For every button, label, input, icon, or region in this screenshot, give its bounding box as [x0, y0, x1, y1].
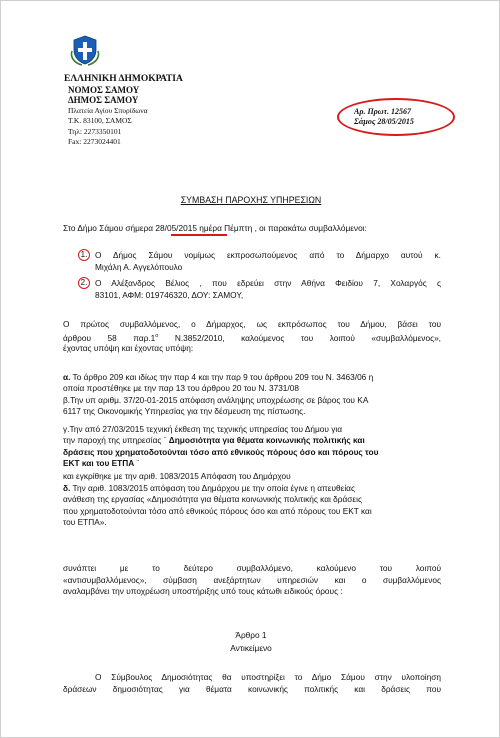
- header-postcode: Τ.Κ. 83100, ΣΑΜΟΣ: [68, 116, 132, 125]
- first-party-line-2: άρθρου 58 $\pi\alpha\rho.1^o$ Ν.3852/2010, καλούμενος του λοιπού «συμβαλλόμενος»,: [63, 332, 441, 343]
- issuer-header: [64, 74, 183, 148]
- contract-terms-line-2: «αντισυμβαλλόμενος», σύμβαση ανεξάρτητων υπηρεσιών και ο συμβαλλόμενος: [63, 575, 441, 585]
- consideration-c-line-2: την παροχή της υπηρεσίας ¨ Δημοσιότητα για θέματα κοινωνικής πολιτικής και: [63, 435, 365, 445]
- party-2-line-2: 83101, ΑΦΜ: 019746320, ΔΟΥ: ΣΑΜΟΥ,: [95, 290, 244, 300]
- document-title: ΣΥΜΒΑΣΗ ΠΑΡΟΧΗΣ ΥΠΗΡΕΣΙΩΝ: [180, 195, 322, 205]
- contract-date: 28/05/2015: [155, 223, 197, 233]
- consideration-c-line-5: και εγκρίθηκε με την αριθ. 1083/2015 Απόφαση του Δημάρχου: [63, 471, 291, 481]
- party-1-line-2: Μιχάλη Α. Αγγελόπουλο: [95, 262, 183, 272]
- header-address: Πλατεία Αγίου Σπυρίδωνα: [68, 105, 148, 115]
- consideration-a-line-1: α. Το άρθρο 209 και ιδίως την παρ 4 και την παρ 9 του άρθρου 209 του Ν. 3463/06 η: [63, 372, 374, 382]
- consideration-a-line-2: οποία προστέθηκε με την παρ 13 του άρθρου 20 του Ν. 3731/08: [63, 383, 299, 393]
- consideration-c-line-4: ΕΚΤ και του ΕΤΠΑ ¨: [63, 458, 140, 468]
- contract-terms-line-3: αναλαμβάνει την υποχρέωση υποστήριξης υπό τους κάτωθι ειδικούς όρους :: [63, 586, 343, 596]
- consideration-d-line-4: του ΕΤΠΑ».: [63, 517, 107, 527]
- header-prefecture: ΝΟΜΟΣ ΣΑΜΟΥ: [68, 84, 140, 95]
- first-party-line-3: έχοντας υπόψη και έχοντας υπόψη:: [63, 343, 194, 353]
- party-1-line-1: Ο Δήμος Σάμου νομίμως εκπροσωπούμενος από το Δήμαρχο αυτού κ.: [95, 250, 441, 260]
- article-body-line-1: Ο Σύμβουλος Δημοσιότητας θα υποστηρίξει το Δήμο Σάμου στην υλοποίηση: [95, 672, 441, 682]
- party-number-2: 2.: [78, 277, 90, 289]
- protocol-box: [354, 107, 414, 127]
- article-body-line-2: δράσεων δημοσιότητας για θέματα κοινωνικής πολιτικής και δράσεις που: [63, 684, 441, 694]
- header-fax: Fax: 2273024401: [68, 137, 121, 146]
- greek-state-emblem-icon: [68, 33, 102, 67]
- header-state: ΕΛΛΗΝΙΚΗ ΔΗΜΟΚΡΑΤΙΑ: [64, 74, 183, 84]
- first-party-line-1: Ο πρώτος συμβαλλόμενος, ο Δήμαρχος, ως εκπρόσωπος του Δήμου, βάσει του: [63, 319, 441, 329]
- article-subheading: Αντικείμενο: [230, 643, 272, 653]
- consideration-b-line-1: β.Την υπ αριθμ. 37/20-01-2015 απόφαση ανάληψης υποχρέωσης σε βάρος του ΚΑ: [63, 395, 369, 405]
- date-highlight-underline: [171, 234, 227, 236]
- consideration-d-line-3: που χρηματοδοτούνται τόσο από εθνικούς πόρους όσο και από πόρους του ΕΚΤ και: [63, 506, 372, 516]
- consideration-c-line-3: δράσεις που χρηματοδοτούνται τόσο από εθνικούς πόρους όσο και πόρους του: [63, 447, 379, 457]
- consideration-c-line-1: γ.Την από 27/03/2015 τεχνική έκθεση της τεχνικής υπηρεσίας του Δήμου για: [63, 424, 343, 434]
- header-phone: Τηλ: 2273350101: [68, 126, 122, 136]
- header-municipality: ΔΗΜΟΣ ΣΑΜΟΥ: [68, 95, 139, 105]
- intro-line: Στο Δήμο Σάμου σήμερα 28/05/2015 ημέρα Πέμπτη , οι παρακάτω συμβαλλόμενοι:: [63, 223, 367, 233]
- protocol-place-date: Σάμος 28/05/2015: [354, 117, 414, 126]
- contract-terms-line-1: συνάπτει με το δεύτερο συμβαλλόμενο, καλούμενο του λοιπού: [63, 563, 441, 573]
- consideration-d-line-2: ανάθεση της εργασίας «Δημοσιότητα για θέματα κοινωνικής πολιτικής και δράσεις: [63, 494, 362, 504]
- party-number-1: 1.: [78, 249, 90, 261]
- protocol-number: Αρ. Πρωτ. 12567: [354, 107, 412, 116]
- party-2-line-1: Ο Αλέξανδρος Βέλιος , που εδρεύει στην Αθήνα Φειδίου 7, Χολαργός ς: [95, 278, 441, 288]
- consideration-b-line-2: 6117 της Οικονομικής Υπηρεσίας για την δέσμευση της πίστωσης.: [63, 406, 306, 416]
- article-heading: Άρθρο 1: [235, 630, 267, 640]
- consideration-d-line-1: δ. Την αριθ. 1083/2015 απόφαση του Δημάρχου με την οποία έγινε η απευθείας: [63, 483, 355, 493]
